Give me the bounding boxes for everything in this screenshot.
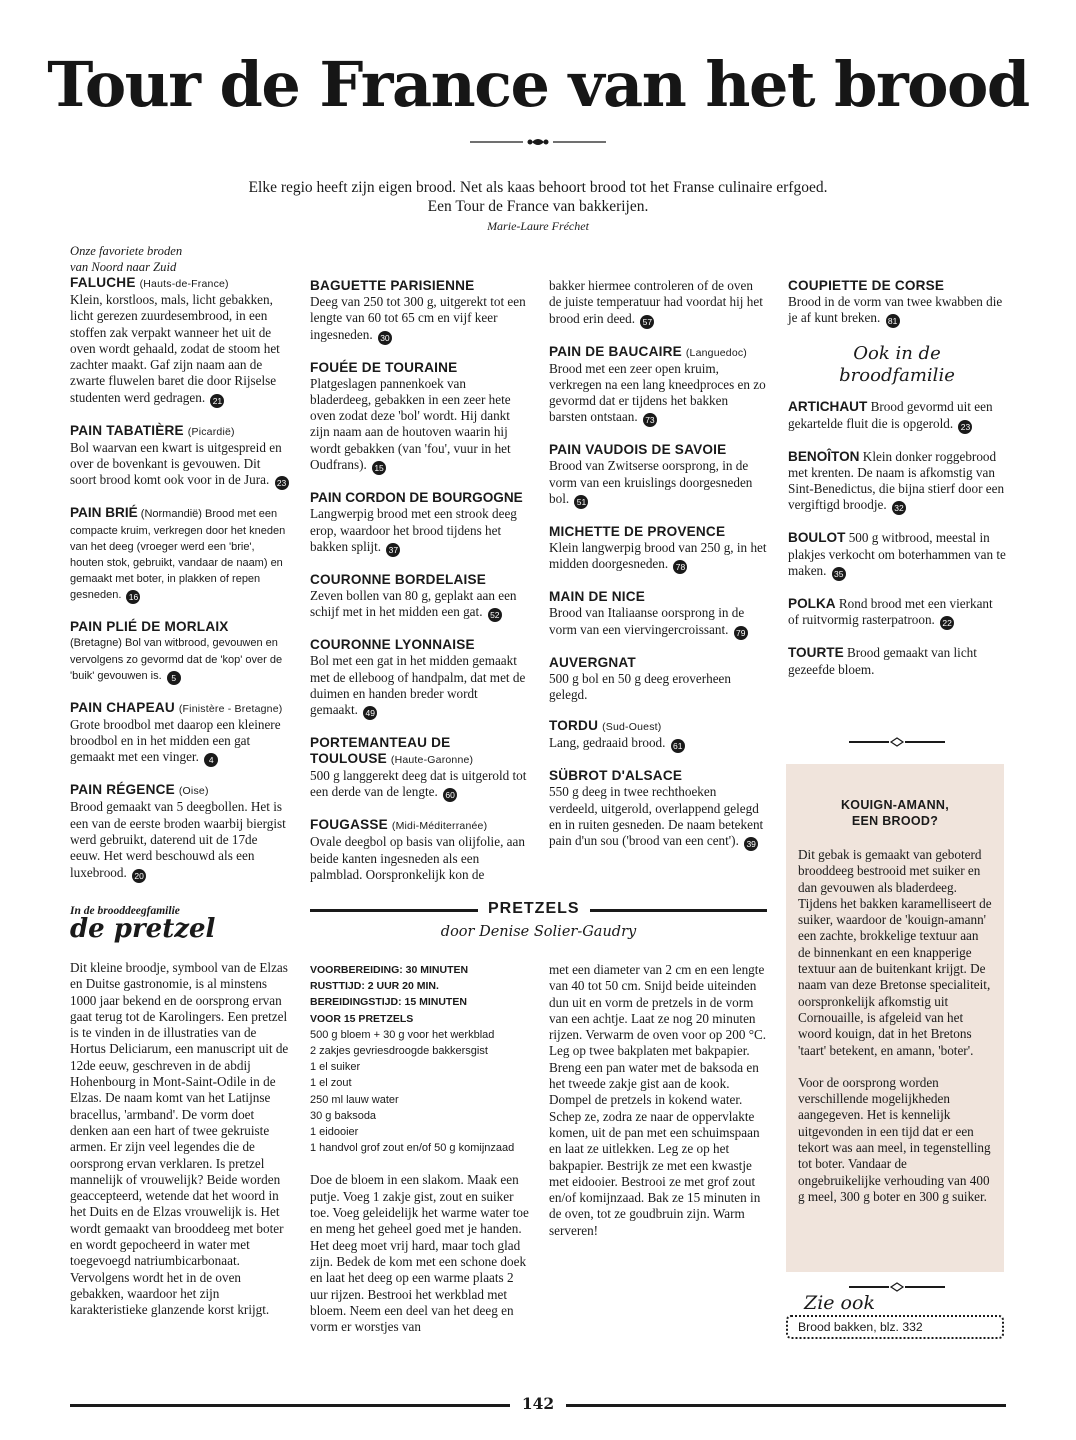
entry-name: PORTEMANTEAU DE TOULOUSE <box>310 735 451 767</box>
map-number-badge: 49 <box>363 706 377 720</box>
entry-name: SÜBROT D'ALSACE <box>549 768 683 784</box>
entry-region: (Hauts-de-France) <box>139 278 229 290</box>
map-number-badge: 52 <box>488 608 502 622</box>
map-number-badge: 60 <box>443 788 457 802</box>
pretzel-title: de pretzel <box>70 914 216 944</box>
entry-pain-plie-de-morlaix <box>70 619 290 684</box>
entry-baguette-parisienne <box>310 278 528 345</box>
map-number-badge: 21 <box>210 394 224 408</box>
map-number-badge: 15 <box>372 461 386 475</box>
entry-fouee-de-touraine <box>310 360 528 475</box>
intro-text <box>120 178 956 216</box>
entry-region: (Midi-Méditerranée) <box>391 820 488 833</box>
see-also <box>786 1292 1004 1346</box>
map-number-badge: 78 <box>673 560 687 574</box>
entry-text: Klein, korstloos, mals, licht gebakken, licht gerezen zuurdesembrood, in een stoffen zak verpakt wanneer het uit de oven wordt gehaald, zodat de stoom het zachter maakt. Gaf zijn naam aan de zwarte fluwelen baret die door Rijselse studenten werd gedragen. <box>70 292 280 405</box>
entry-text: 500 g bol en 50 g deeg eroverheen gelegd. <box>549 670 731 702</box>
entry-text: Brood gemaakt van 5 deegbollen. Het is een van de eerste broden waarbij biergist werd gebruikt, daterend uit de 17de eeuw. Het werd beschouwd als een luxebrood. <box>70 799 286 880</box>
entry-text: Bol met een gat in het midden gemaakt met de elleboog of handpalm, dat met de duimen en handen breder wordt gemaakt. <box>310 653 526 718</box>
page-title: Tour de France van het brood <box>47 48 1029 121</box>
ingredient: 1 el suiker <box>310 1061 361 1074</box>
entry-coupiette-de-corse <box>788 278 1006 328</box>
ingredient: 1 el zout <box>310 1077 352 1090</box>
entry-region: (Haute-Garonne) <box>390 754 474 767</box>
recipe-steps-continued: met een diameter van 2 cm en een lengte van 40 tot 50 cm. Snijd beide uiteinden dun uit en vorm de pretzels in de vorm van een achtje. Laat ze nog 20 minuten rijzen. Verwarm de oven voor op 200 °C. Leg op twee bakplaten met bakpapier. Breng een pan water met de baksoda en het tweede zakje gist aan de kook. Dompel de pretzels in kokend water. Schep ze, zodra ze naar de oppervlakte komen, uit de pan met een schuimspaan en laat ze uitlekken. Leg ze op het bakpapier. Bestrijk ze met een kwastje met eidooier. Bestrooi ze met grof zout en/of komijnzaad. Bak ze 15 minuten in de oven, tot ze goudbruin zijn. Warm serveren! <box>549 962 767 1238</box>
page-footer <box>70 1396 1006 1414</box>
entry-name: FALUCHE <box>70 275 136 290</box>
entry-text: Brood met een compacte kruim, verkregen door het kneden van het deeg (vroeger werd een 'brie', houten stok, gebruikt, vandaar de naam) en gemaakt met boter, in plakken of repen gesneden. <box>70 508 286 602</box>
family-subheading-line-1: Ook in de <box>853 343 941 365</box>
favorites-line-1: Onze favoriete broden <box>70 244 183 258</box>
entry-text: 550 g deeg in twee rechthoeken verdeeld, uitgerold, overlappend gelegd en in ruiten gesneden. De naam betekent pain d'un sou ('brood van een cent'). <box>549 784 764 849</box>
map-number-badge: 16 <box>126 590 140 604</box>
column-3 <box>549 278 767 866</box>
map-number-badge: 35 <box>832 567 846 581</box>
favorites-line-2: van Noord naar Zuid <box>70 260 177 274</box>
recipe-column-1 <box>310 962 530 1335</box>
map-number-badge: 23 <box>958 420 972 434</box>
page-number: 142 <box>521 1394 555 1413</box>
cook-time: BEREIDINGSTIJD: 15 MINUTEN <box>310 996 467 1009</box>
entry-name: MICHETTE DE PROVENCE <box>549 524 726 540</box>
map-number-badge: 39 <box>744 837 758 851</box>
recipe-title: PRETZELS <box>478 900 590 918</box>
see-also-title: Zie ook <box>804 1292 875 1314</box>
entry-pain-de-baucaire <box>549 344 767 428</box>
intro-line-2: Een Tour de France van bakkerijen. <box>427 198 649 215</box>
entry-region: (Languedoc) <box>685 346 748 359</box>
entry-text: Brood in de vorm van twee kwabben die je af kunt breken. <box>788 294 1003 326</box>
sidebar-paragraph: Dit gebak is gemaakt van geboterd brooddeeg bestrooid met suiker en dan gevouwen als bladerdeeg. Tijdens het bakken karamelliseert de suiker, waardoor de 'kouign-amann' een zachte, brokkelige textuur aan de binnenkant en een knapperige textuur aan de buitenkant krijgt. De naam van deze Bretonse specialiteit, oorspronkelijk afkomstig uit Cornouaille, is afgeleid van het woord kouign, dat in het Bretons 'taart' betekent, en amann, 'boter'. <box>798 847 992 1058</box>
entry-text: (Bretagne) Bol van witbrood, gevouwen en vervolgens zo gevormd dat de 'kop' over de 'buik' gevouwen is. <box>70 637 283 682</box>
entry-tourte <box>788 645 1006 678</box>
entry-text: Langwerpig brood met een strook deeg erop, waardoor het brood tijdens het bakken splijt. <box>310 506 517 554</box>
entry-region: (Normandië) <box>140 508 202 521</box>
ornament-divider-icon <box>847 736 947 748</box>
entry-text: Ovale deegbol op basis van olijfolie, aan beide kanten ingesneden als een palmblad. Oorspronkelijk kon de <box>310 834 525 883</box>
entry-text: Klein donker roggebrood met krenten. De naam is afkomstig van Sint-Benedictus, die bijna stierf door een vergiftigd broodje. <box>788 448 1005 513</box>
prep-time: VOORBEREIDING: 30 MINUTEN <box>310 964 469 976</box>
entry-name: BENOÎTON <box>788 448 860 464</box>
entry-name: BOULOT <box>788 530 846 546</box>
entry-region: (Oise) <box>178 785 209 798</box>
ingredient: 1 handvol grof zout en/of 50 g komijnzaad <box>310 1142 515 1155</box>
sidebar-title-line-2: EEN BROOD? <box>851 814 939 828</box>
column-1 <box>70 243 290 898</box>
entry-text: Brood gemaakt van licht gezeefde bloem. <box>788 645 977 677</box>
entry-heading <box>70 782 290 799</box>
entry-text: Brood gevormd uit een gekartelde fluit die is opgerold. <box>788 399 993 431</box>
entry-heading <box>310 735 528 768</box>
entry-auvergnat <box>549 655 767 704</box>
entry-name: PAIN PLIÉ DE MORLAIX <box>70 619 229 635</box>
entry-name: PAIN RÉGENCE <box>70 782 175 798</box>
entry-fougasse <box>310 817 528 883</box>
entry-text: Deeg van 250 tot 300 g, uitgerekt tot een lengte van 60 tot 65 cm en vijf keer ingesneden. <box>310 294 526 342</box>
entry-name: TOURTE <box>788 645 844 661</box>
rest-time: RUSTTIJD: 2 UUR 20 MIN. <box>310 980 439 993</box>
entry-couronne-lyonnaise <box>310 637 528 720</box>
entry-main-de-nice <box>549 589 767 639</box>
entry-couronne-bordelaise <box>310 572 528 622</box>
entry-name: FOUGASSE <box>310 817 388 833</box>
entry-text: Lang, gedraaid brood. <box>549 735 666 751</box>
map-number-badge: 81 <box>886 314 900 328</box>
sidebar-paragraph: Voor de oorsprong worden verschillende mogelijkheden aangegeven. Het is kennelijk uitgevonden in een tijd dat er een tekort was aan meel, in tegenstelling tot boter. Vandaar de ongebruikelijke verhouding van 400 g meel, 300 g boter en 300 g suiker. <box>798 1074 991 1204</box>
entry-name: TORDU <box>549 718 599 734</box>
ornament-divider-icon <box>468 134 608 150</box>
entry-pain-regence <box>70 782 290 882</box>
entry-tordu <box>549 718 767 753</box>
family-subheading <box>788 343 1006 387</box>
map-number-badge: 79 <box>734 626 748 640</box>
entry-name: PAIN CORDON DE BOURGOGNE <box>310 490 523 506</box>
entry-text: Platgeslagen pannenkoek van bladerdeeg, gebakken in een zeer hete oven zodat deze 'bol' wordt. Hij dankt zijn naam aan de houtoven waarin hij wordt gebakken (van 'fou', vuur in het Oudfrans). <box>310 375 511 473</box>
entry-name: AUVERGNAT <box>549 654 636 670</box>
recipe-author: door Denise Solier-Gaudry <box>440 924 637 940</box>
entry-name: ARTICHAUT <box>788 399 868 415</box>
entry-michette-de-provence <box>549 524 767 574</box>
map-number-badge: 73 <box>643 413 657 427</box>
kouign-amann-sidebar <box>786 764 1004 1272</box>
entry-pain-cordon-de-bourgogne <box>310 490 528 557</box>
entry-text: Brood van Zwitserse oorsprong, in de vorm van een kruislings doorgesneden bol. <box>549 458 753 507</box>
entry-text: Zeven bollen van 80 g, geplakt aan een schijf met in het midden een gat. <box>310 587 517 620</box>
entry-text: Bol waarvan een kwart is uitgespreid en over de bovenkant is gevouwen. Dit soort brood komt ook voor in de Jura. <box>70 439 282 488</box>
column-4 <box>788 278 1006 693</box>
sidebar-title <box>798 797 992 829</box>
ingredient: 30 g baksoda <box>310 1109 377 1122</box>
entry-name: PAIN TABATIÈRE <box>70 422 184 438</box>
entry-name: BAGUETTE PARISIENNE <box>310 278 475 293</box>
column-2 <box>310 278 528 898</box>
ingredient: 500 g bloem + 30 g voor het werkblad <box>310 1028 495 1041</box>
ingredient: 2 zakjes gevriesdroogde bakkersgist <box>310 1045 488 1058</box>
entry-region: (Sud-Ouest) <box>602 721 662 734</box>
see-also-link[interactable]: Brood bakken, blz. 332 <box>786 1315 1004 1339</box>
entry-name: MAIN DE NICE <box>549 589 646 605</box>
map-number-badge: 22 <box>940 616 954 630</box>
entry-text: Brood met een zeer open kruim, verkregen na een lang kneedproces en zo gevormd dat er tijdens het bakken barsten ontstaan. <box>549 360 766 425</box>
map-number-badge: 4 <box>204 753 218 767</box>
sidebar-title-line-1: KOUIGN-AMANN, <box>840 798 950 812</box>
entry-name: POLKA <box>788 596 836 612</box>
entry-name: COURONNE LYONNAISE <box>310 637 475 653</box>
entry-boulot <box>788 530 1006 581</box>
entry-text: Brood van Italiaanse oorsprong in de vorm van een viervingercroissant. <box>549 605 745 637</box>
intro-line-1: Elke regio heeft zijn eigen brood. Net als kaas behoort brood tot het Franse culinaire erfgoed. <box>248 179 828 196</box>
map-number-badge: 61 <box>671 739 685 753</box>
favorites-caption <box>70 243 290 275</box>
entry-name: FOUÉE DE TOURAINE <box>310 359 458 375</box>
family-subheading-line-2: broodfamilie <box>839 365 955 387</box>
entry-text: Rond brood met een vierkant of ruitvormig rasterpatroon. <box>788 596 993 628</box>
entry-name: PAIN VAUDOIS DE SAVOIE <box>549 442 727 458</box>
map-number-badge: 51 <box>574 495 588 509</box>
map-number-badge: 5 <box>167 671 181 685</box>
entry-faluche <box>70 275 290 408</box>
entry-polka <box>788 596 1006 630</box>
map-number-badge: 23 <box>275 476 289 490</box>
entry-region: (Finistère - Bretagne) <box>178 702 283 715</box>
entry-name: PAIN CHAPEAU <box>70 699 175 715</box>
entry-heading <box>310 817 528 834</box>
recipe-meta <box>310 962 530 1027</box>
entry-region: (Picardië) <box>187 425 235 438</box>
recipe-steps: Doe de bloem in een slakom. Maak een putje. Voeg 1 zakje gist, zout en suiker toe. Voeg geleidelijk het warme water toe en meng het geheel goed met je handen. Het deeg moet vrij hard, maar toch glad zijn. Bedek de kom met een schone doek en laat het deeg op een warme plaats 2 uur rijzen. Bestrooi het werkblad met bloem. Neem een deel van het deeg en vorm er worstjes van <box>310 1172 529 1335</box>
entry-pain-vaudois-de-savoie <box>549 442 767 509</box>
entry-name: PAIN BRIÉ <box>70 505 138 521</box>
entry-heading <box>70 700 290 717</box>
entry-portemanteau-de-toulouse <box>310 735 528 802</box>
map-number-badge: 32 <box>892 501 906 515</box>
entry-pain-brie <box>70 505 290 604</box>
entry-subrot-d-alsace <box>549 768 767 851</box>
pretzel-article: Dit kleine broodje, symbool van de Elzas en Duitse gastronomie, is al minstens 1000 jaar bekend en de oorsprong ervan gaat terug tot de Karolingers. Een pretzel is te vinden in de illustraties van de Hortus Deliciarum, een manuscript uit de 12de eeuw, geschreven in de abdij Hohenbourg in Mont-Saint-Odile in de Elzas. De naam komt van het Latijnse bracellus, 'armband'. De vorm doet denken aan een hart of twee gekruiste armen. Er zijn veel legendes die de oorsprong ervan verklaren. Is pretzel mannelijk of vrouwelijk? Beide worden geaccepteerd, wetende dat het woord in het Duits en de Elzas vrouwelijk is. Het wordt gemaakt van brooddeeg met boter en wordt gepocheerd in water met toegevoegd natriumbicarbonaat. Vervolgens wordt het in de oven gebakken, waardoor het zijn karakteristieke glanzende korst krijgt. <box>70 960 289 1318</box>
entry-text: bakker hiermee controleren of de oven de juiste temperatuur had voordat hij het brood erin deed. <box>549 278 763 326</box>
entry-benoiton <box>788 449 1006 516</box>
entry-text: 500 g langgerekt deeg dat is uitgerold tot een derde van de lengte. <box>310 768 527 800</box>
ingredient: 1 eidooier <box>310 1126 359 1139</box>
entry-name: COURONNE BORDELAISE <box>310 571 486 587</box>
entry-text: 500 g witbrood, meestal in plakjes verkocht om boterhammen van te maken. <box>788 530 1006 579</box>
entry-heading <box>549 718 767 735</box>
entry-name: PAIN DE BAUCAIRE <box>549 343 682 359</box>
entry-name: COUPIETTE DE CORSE <box>788 278 945 293</box>
map-number-badge: 57 <box>640 315 654 329</box>
entry-text: Klein langwerpig brood van 250 g, in het midden doorgesneden. <box>549 540 767 572</box>
map-number-badge: 30 <box>378 331 392 345</box>
ingredient: 250 ml lauw water <box>310 1093 399 1106</box>
entry-heading <box>70 423 290 440</box>
entry-artichaut <box>788 399 1006 433</box>
map-number-badge: 37 <box>386 543 400 557</box>
map-number-badge: 20 <box>132 869 146 883</box>
author: Marie-Laure Fréchet <box>487 219 589 233</box>
entry-fougasse-continued <box>549 278 767 329</box>
ingredients-list <box>310 1027 530 1157</box>
entry-heading <box>70 275 290 292</box>
entry-heading <box>549 344 767 361</box>
pretzel-kicker: In de brooddeegfamilie <box>70 905 180 917</box>
entry-text: Grote broodbol met daarop een kleinere broodbol en in het midden een gat gemaakt met een vinger. <box>70 716 281 765</box>
entry-pain-chapeau <box>70 700 290 768</box>
entry-pain-tabatiere <box>70 423 290 491</box>
servings: VOOR 15 PRETZELS <box>310 1012 414 1025</box>
